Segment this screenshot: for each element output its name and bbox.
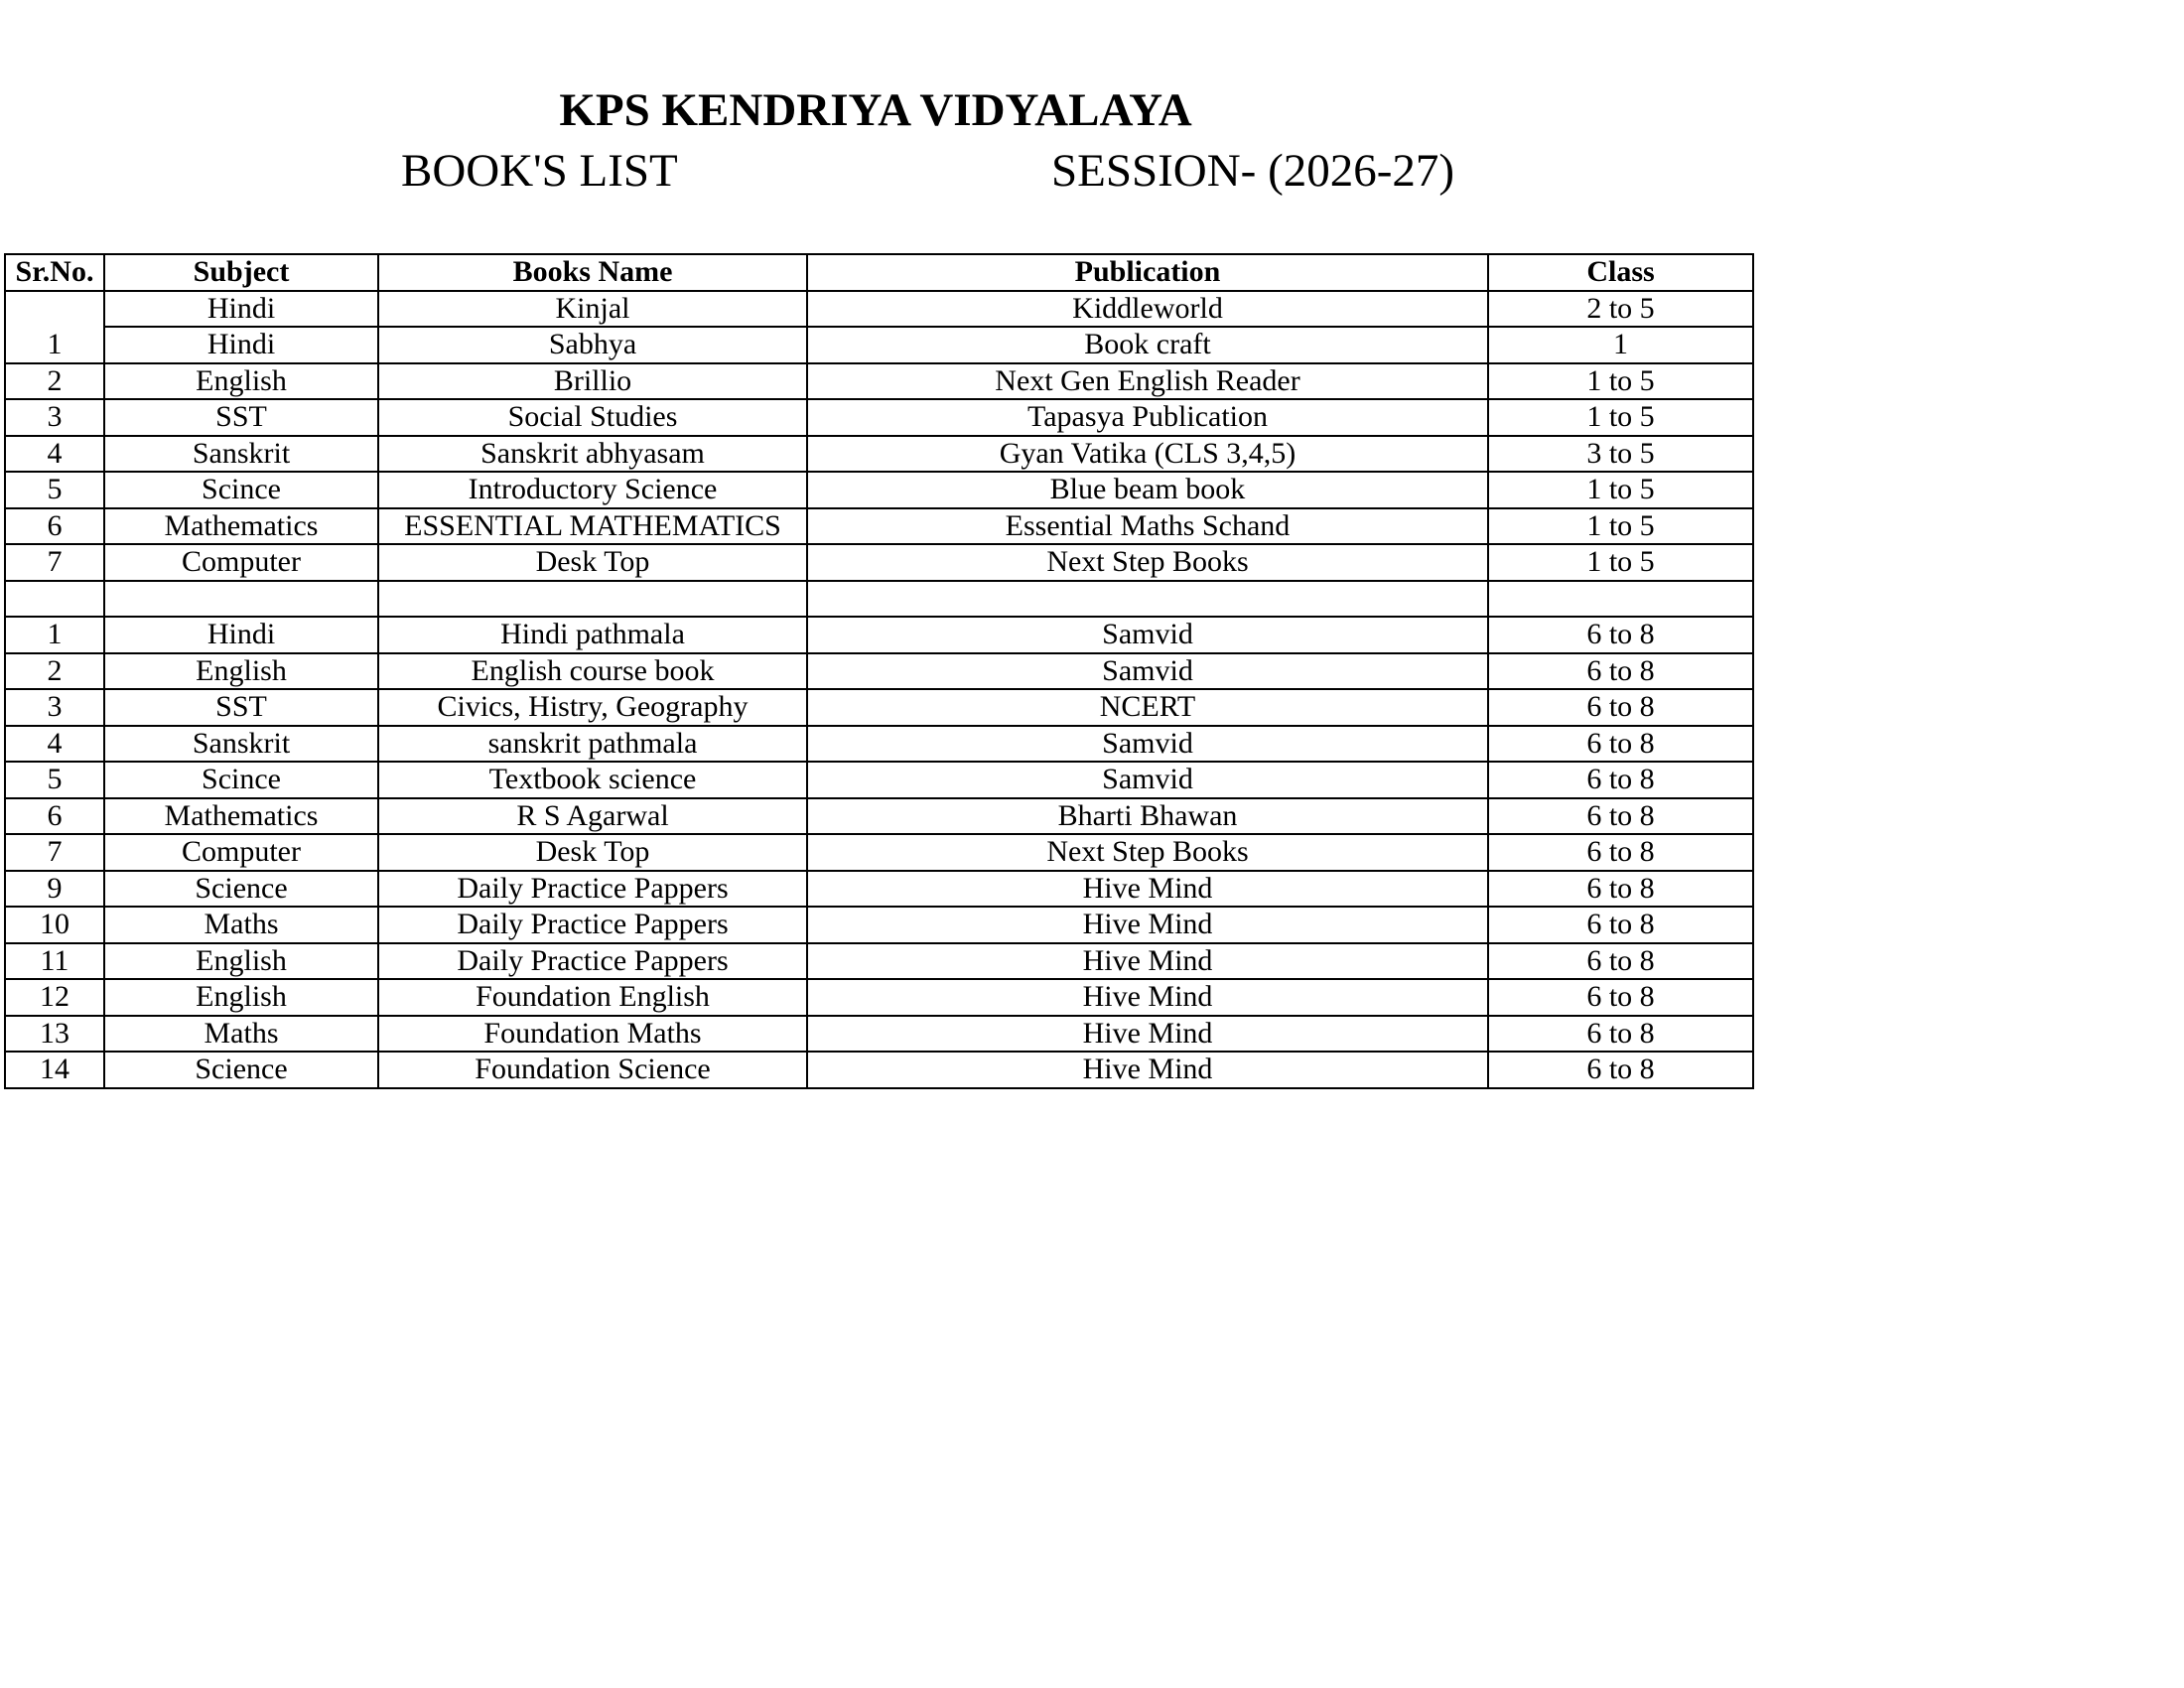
session-title: SESSION- (2026-27) xyxy=(1051,145,1455,197)
sr-no-cell: 6 xyxy=(5,508,104,545)
publication-cell: Hive Mind xyxy=(807,907,1488,943)
table-row xyxy=(5,544,1753,581)
class-cell: 1 to 5 xyxy=(1488,544,1753,581)
publication-cell: Kiddleworld xyxy=(807,291,1488,328)
column-header-sr-no: Sr.No. xyxy=(5,254,104,291)
class-cell: 1 to 5 xyxy=(1488,399,1753,436)
subject-cell: Computer xyxy=(104,544,378,581)
book-name-cell: Foundation English xyxy=(378,979,807,1016)
book-list-table xyxy=(4,253,1754,1089)
sr-no-cell: 1 xyxy=(5,327,104,363)
table-row xyxy=(5,653,1753,690)
publication-cell: Tapasya Publication xyxy=(807,399,1488,436)
class-cell: 6 to 8 xyxy=(1488,762,1753,798)
class-cell: 3 to 5 xyxy=(1488,436,1753,473)
subject-cell: Mathematics xyxy=(104,508,378,545)
book-name-cell xyxy=(378,581,807,618)
class-cell: 6 to 8 xyxy=(1488,689,1753,726)
sr-no-cell: 4 xyxy=(5,726,104,763)
publication-cell: Book craft xyxy=(807,327,1488,363)
book-name-cell: Kinjal xyxy=(378,291,807,328)
publication-cell: Next Gen English Reader xyxy=(807,363,1488,400)
table-row xyxy=(5,363,1753,400)
sr-no-cell: 10 xyxy=(5,907,104,943)
publication-cell: Next Step Books xyxy=(807,834,1488,871)
subject-cell: English xyxy=(104,943,378,980)
book-name-cell: Daily Practice Pappers xyxy=(378,943,807,980)
sr-no-cell: 13 xyxy=(5,1016,104,1053)
book-name-cell: Sabhya xyxy=(378,327,807,363)
table-row xyxy=(5,834,1753,871)
publication-cell: Hive Mind xyxy=(807,979,1488,1016)
publication-cell: Blue beam book xyxy=(807,472,1488,508)
subject-cell: Maths xyxy=(104,1016,378,1053)
table-row xyxy=(5,508,1753,545)
class-cell xyxy=(1488,581,1753,618)
class-cell: 6 to 8 xyxy=(1488,943,1753,980)
book-name-cell: Foundation Science xyxy=(378,1052,807,1088)
sr-no-cell: 3 xyxy=(5,399,104,436)
subject-cell: Maths xyxy=(104,907,378,943)
subject-cell: Scince xyxy=(104,762,378,798)
class-cell: 1 to 5 xyxy=(1488,508,1753,545)
publication-cell: NCERT xyxy=(807,689,1488,726)
publication-cell: Hive Mind xyxy=(807,1016,1488,1053)
column-header-subject: Subject xyxy=(104,254,378,291)
book-name-cell: English course book xyxy=(378,653,807,690)
table-row xyxy=(5,1052,1753,1088)
class-cell: 1 xyxy=(1488,327,1753,363)
table-row xyxy=(5,979,1753,1016)
class-cell: 6 to 8 xyxy=(1488,1016,1753,1053)
sr-no-cell: 3 xyxy=(5,689,104,726)
book-name-cell: sanskrit pathmala xyxy=(378,726,807,763)
class-cell: 6 to 8 xyxy=(1488,871,1753,908)
class-cell: 6 to 8 xyxy=(1488,798,1753,835)
class-cell: 6 to 8 xyxy=(1488,726,1753,763)
table-row xyxy=(5,871,1753,908)
publication-cell: Samvid xyxy=(807,726,1488,763)
publication-cell: Hive Mind xyxy=(807,943,1488,980)
book-name-cell: Foundation Maths xyxy=(378,1016,807,1053)
sr-no-cell: 7 xyxy=(5,834,104,871)
subject-cell: Hindi xyxy=(104,617,378,653)
sr-no-cell: 9 xyxy=(5,871,104,908)
book-name-cell: Textbook science xyxy=(378,762,807,798)
table-row xyxy=(5,291,1753,328)
publication-cell: Hive Mind xyxy=(807,1052,1488,1088)
table-row xyxy=(5,726,1753,763)
sr-no-cell: 14 xyxy=(5,1052,104,1088)
book-name-cell: Brillio xyxy=(378,363,807,400)
subject-cell: SST xyxy=(104,399,378,436)
subject-cell: Science xyxy=(104,871,378,908)
subject-cell: Mathematics xyxy=(104,798,378,835)
subject-cell: Hindi xyxy=(104,327,378,363)
book-name-cell: Hindi pathmala xyxy=(378,617,807,653)
publication-cell xyxy=(807,581,1488,618)
book-name-cell: R S Agarwal xyxy=(378,798,807,835)
table-row xyxy=(5,907,1753,943)
sr-no-cell: 5 xyxy=(5,472,104,508)
book-list-title: BOOK'S LIST xyxy=(401,145,678,197)
publication-cell: Essential Maths Schand xyxy=(807,508,1488,545)
book-name-cell: Civics, Histry, Geography xyxy=(378,689,807,726)
publication-cell: Next Step Books xyxy=(807,544,1488,581)
table-row xyxy=(5,581,1753,618)
sr-no-cell xyxy=(5,581,104,618)
class-cell: 1 to 5 xyxy=(1488,472,1753,508)
sr-no-cell: 5 xyxy=(5,762,104,798)
subject-cell: Sanskrit xyxy=(104,436,378,473)
table-row xyxy=(5,327,1753,363)
sr-no-cell: 2 xyxy=(5,363,104,400)
book-name-cell: Desk Top xyxy=(378,834,807,871)
sr-no-cell: 11 xyxy=(5,943,104,980)
publication-cell: Samvid xyxy=(807,762,1488,798)
table-row xyxy=(5,1016,1753,1053)
book-name-cell: Desk Top xyxy=(378,544,807,581)
class-cell: 6 to 8 xyxy=(1488,979,1753,1016)
publication-cell: Hive Mind xyxy=(807,871,1488,908)
sr-no-cell: 4 xyxy=(5,436,104,473)
column-header-books-name: Books Name xyxy=(378,254,807,291)
class-cell: 6 to 8 xyxy=(1488,1052,1753,1088)
column-header-class: Class xyxy=(1488,254,1753,291)
class-cell: 2 to 5 xyxy=(1488,291,1753,328)
table-row xyxy=(5,798,1753,835)
class-cell: 6 to 8 xyxy=(1488,907,1753,943)
subject-cell: Sanskrit xyxy=(104,726,378,763)
book-name-cell: Daily Practice Pappers xyxy=(378,907,807,943)
table-row xyxy=(5,689,1753,726)
table-header-row xyxy=(5,254,1753,291)
publication-cell: Samvid xyxy=(807,653,1488,690)
table-row xyxy=(5,436,1753,473)
table-row xyxy=(5,472,1753,508)
sr-no-cell: 1 xyxy=(5,617,104,653)
subject-cell: English xyxy=(104,979,378,1016)
book-name-cell: Sanskrit abhyasam xyxy=(378,436,807,473)
subject-cell: Computer xyxy=(104,834,378,871)
class-cell: 1 to 5 xyxy=(1488,363,1753,400)
subject-cell: English xyxy=(104,653,378,690)
table-body xyxy=(5,291,1753,1088)
book-name-cell: Introductory Science xyxy=(378,472,807,508)
subject-cell xyxy=(104,581,378,618)
publication-cell: Gyan Vatika (CLS 3,4,5) xyxy=(807,436,1488,473)
class-cell: 6 to 8 xyxy=(1488,834,1753,871)
subject-cell: Hindi xyxy=(104,291,378,328)
book-name-cell: Social Studies xyxy=(378,399,807,436)
subject-cell: English xyxy=(104,363,378,400)
subject-cell: Science xyxy=(104,1052,378,1088)
school-title: KPS KENDRIYA VIDYALAYA xyxy=(559,84,1192,136)
sr-no-cell xyxy=(5,291,104,328)
publication-cell: Samvid xyxy=(807,617,1488,653)
publication-cell: Bharti Bhawan xyxy=(807,798,1488,835)
sr-no-cell: 12 xyxy=(5,979,104,1016)
subject-cell: SST xyxy=(104,689,378,726)
class-cell: 6 to 8 xyxy=(1488,653,1753,690)
sr-no-cell: 7 xyxy=(5,544,104,581)
table-row xyxy=(5,399,1753,436)
column-header-publication: Publication xyxy=(807,254,1488,291)
book-name-cell: Daily Practice Pappers xyxy=(378,871,807,908)
table-row xyxy=(5,943,1753,980)
class-cell: 6 to 8 xyxy=(1488,617,1753,653)
table-row xyxy=(5,617,1753,653)
table-row xyxy=(5,762,1753,798)
sr-no-cell: 2 xyxy=(5,653,104,690)
subject-cell: Scince xyxy=(104,472,378,508)
sr-no-cell: 6 xyxy=(5,798,104,835)
book-name-cell: ESSENTIAL MATHEMATICS xyxy=(378,508,807,545)
